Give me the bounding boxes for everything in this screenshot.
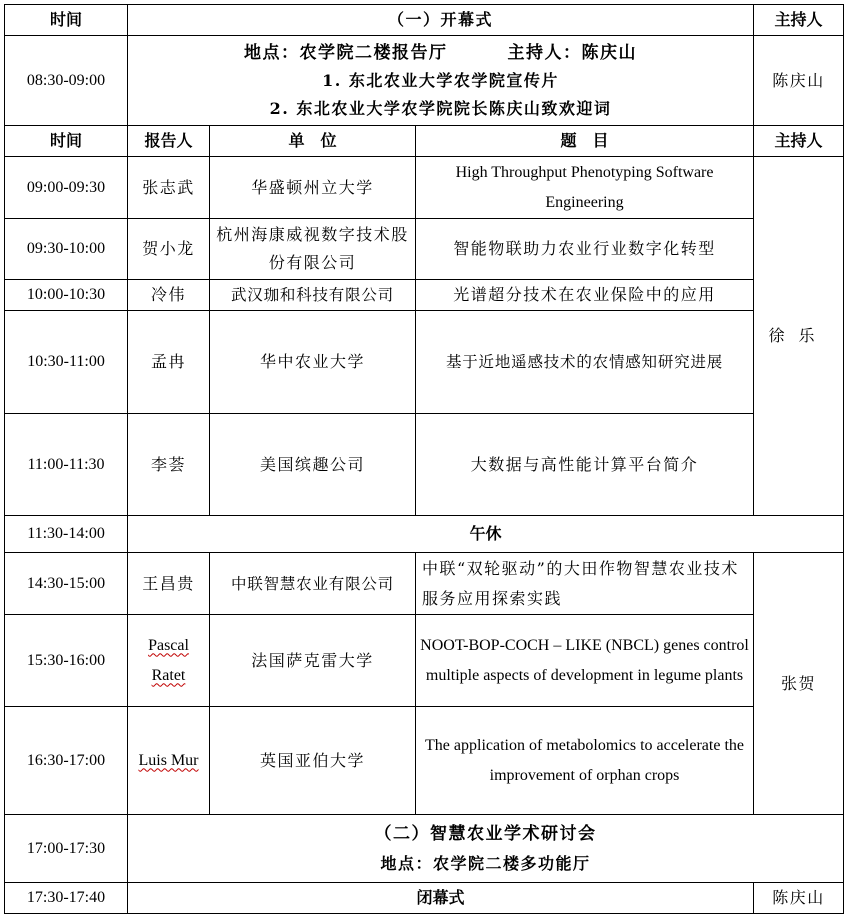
lunch-time: 11:30-14:00 (5, 516, 128, 553)
talk-speaker: 冷伟 (128, 280, 210, 311)
talk-time: 11:00-11:30 (5, 414, 128, 516)
closing-host: 陈庆山 (754, 883, 844, 914)
table-row (5, 280, 844, 311)
table-row (5, 311, 844, 414)
afternoon-host: 张贺 (754, 553, 844, 815)
talk-speaker: 李荟 (128, 414, 210, 516)
talk-time: 16:30-17:00 (5, 707, 128, 815)
talk-speaker: 张志武 (128, 157, 210, 219)
seminar-title: （二）智慧农业学术研讨会 (374, 823, 597, 844)
table-row (5, 157, 844, 219)
talk-topic: The application of metabolomics to accelerate the improvement of orphan crops (416, 707, 754, 815)
header-host: 主持人 (754, 5, 844, 36)
talk-topic: 智能物联助力农业行业数字化转型 (416, 219, 754, 280)
closing-time: 17:30-17:40 (5, 883, 128, 914)
talk-unit: 法国萨克雷大学 (210, 615, 416, 707)
header2-topic: 题 目 (416, 126, 754, 157)
talk-time: 10:30-11:00 (5, 311, 128, 414)
header2-unit: 单 位 (210, 126, 416, 157)
talk-topic: NOOT-BOP-COCH – LIKE (NBCL) genes control multiple aspects of development in legume plants (416, 615, 754, 707)
opening-title: （一）开幕式 (128, 5, 754, 36)
seminar-location: 地点：农学院二楼多功能厅 (380, 853, 591, 873)
opening-row (5, 36, 844, 126)
seminar-time: 17:00-17:30 (5, 815, 128, 883)
schedule-table (4, 4, 844, 914)
table-row (5, 707, 844, 815)
talk-unit: 杭州海康威视数字技术股份有限公司 (210, 219, 416, 280)
talk-unit: 英国亚伯大学 (210, 707, 416, 815)
talk-speaker: Pascal Ratet (128, 615, 210, 707)
talk-topic: High Throughput Phenotyping Software Engineering (416, 157, 754, 219)
header-row-1 (5, 5, 844, 36)
talk-speaker: Luis Mur (128, 707, 210, 815)
talk-time: 15:30-16:00 (5, 615, 128, 707)
talk-unit: 美国缤趣公司 (210, 414, 416, 516)
opening-details (128, 36, 754, 126)
talk-unit: 华中农业大学 (210, 311, 416, 414)
talk-topic: 光谱超分技术在农业保险中的应用 (416, 280, 754, 311)
closing-label: 闭幕式 (128, 883, 754, 914)
opening-location: 地点：农学院二楼报告厅 (244, 42, 448, 63)
talk-topic: 中联“双轮驱动”的大田作物智慧农业技术服务应用探索实践 (416, 553, 754, 615)
opening-host: 陈庆山 (754, 36, 844, 126)
lunch-row (5, 516, 844, 553)
talk-topic: 大数据与高性能计算平台简介 (416, 414, 754, 516)
header-row-2 (5, 126, 844, 157)
table-row (5, 615, 844, 707)
opening-host-inline: 主持人：陈庆山 (507, 42, 638, 63)
talk-topic: 基于近地遥感技术的农情感知研究进展 (416, 311, 754, 414)
talk-speaker: 王昌贵 (128, 553, 210, 615)
talk-unit: 武汉珈和科技有限公司 (210, 280, 416, 311)
talk-unit: 中联智慧农业有限公司 (210, 553, 416, 615)
seminar-row (5, 815, 844, 883)
opening-time: 08:30-09:00 (5, 36, 128, 126)
table-row (5, 219, 844, 280)
header2-time: 时间 (5, 126, 128, 157)
opening-item-1: 1. 东北农业大学农学院宣传片 (322, 70, 559, 90)
talk-unit: 华盛顿州立大学 (210, 157, 416, 219)
talk-speaker: 孟冉 (128, 311, 210, 414)
header2-speaker: 报告人 (128, 126, 210, 157)
table-row (5, 553, 844, 615)
opening-item-2: 2. 东北农业大学农学院院长陈庆山致欢迎词 (269, 98, 612, 118)
talk-speaker: 贺小龙 (128, 219, 210, 280)
talk-time: 09:30-10:00 (5, 219, 128, 280)
table-row (5, 414, 844, 516)
talk-time: 10:00-10:30 (5, 280, 128, 311)
seminar-details (128, 815, 844, 883)
talk-time: 09:00-09:30 (5, 157, 128, 219)
lunch-label: 午休 (128, 516, 844, 553)
header-time: 时间 (5, 5, 128, 36)
morning-host: 徐乐 (754, 157, 844, 516)
header2-host: 主持人 (754, 126, 844, 157)
talk-time: 14:30-15:00 (5, 553, 128, 615)
closing-row (5, 883, 844, 914)
